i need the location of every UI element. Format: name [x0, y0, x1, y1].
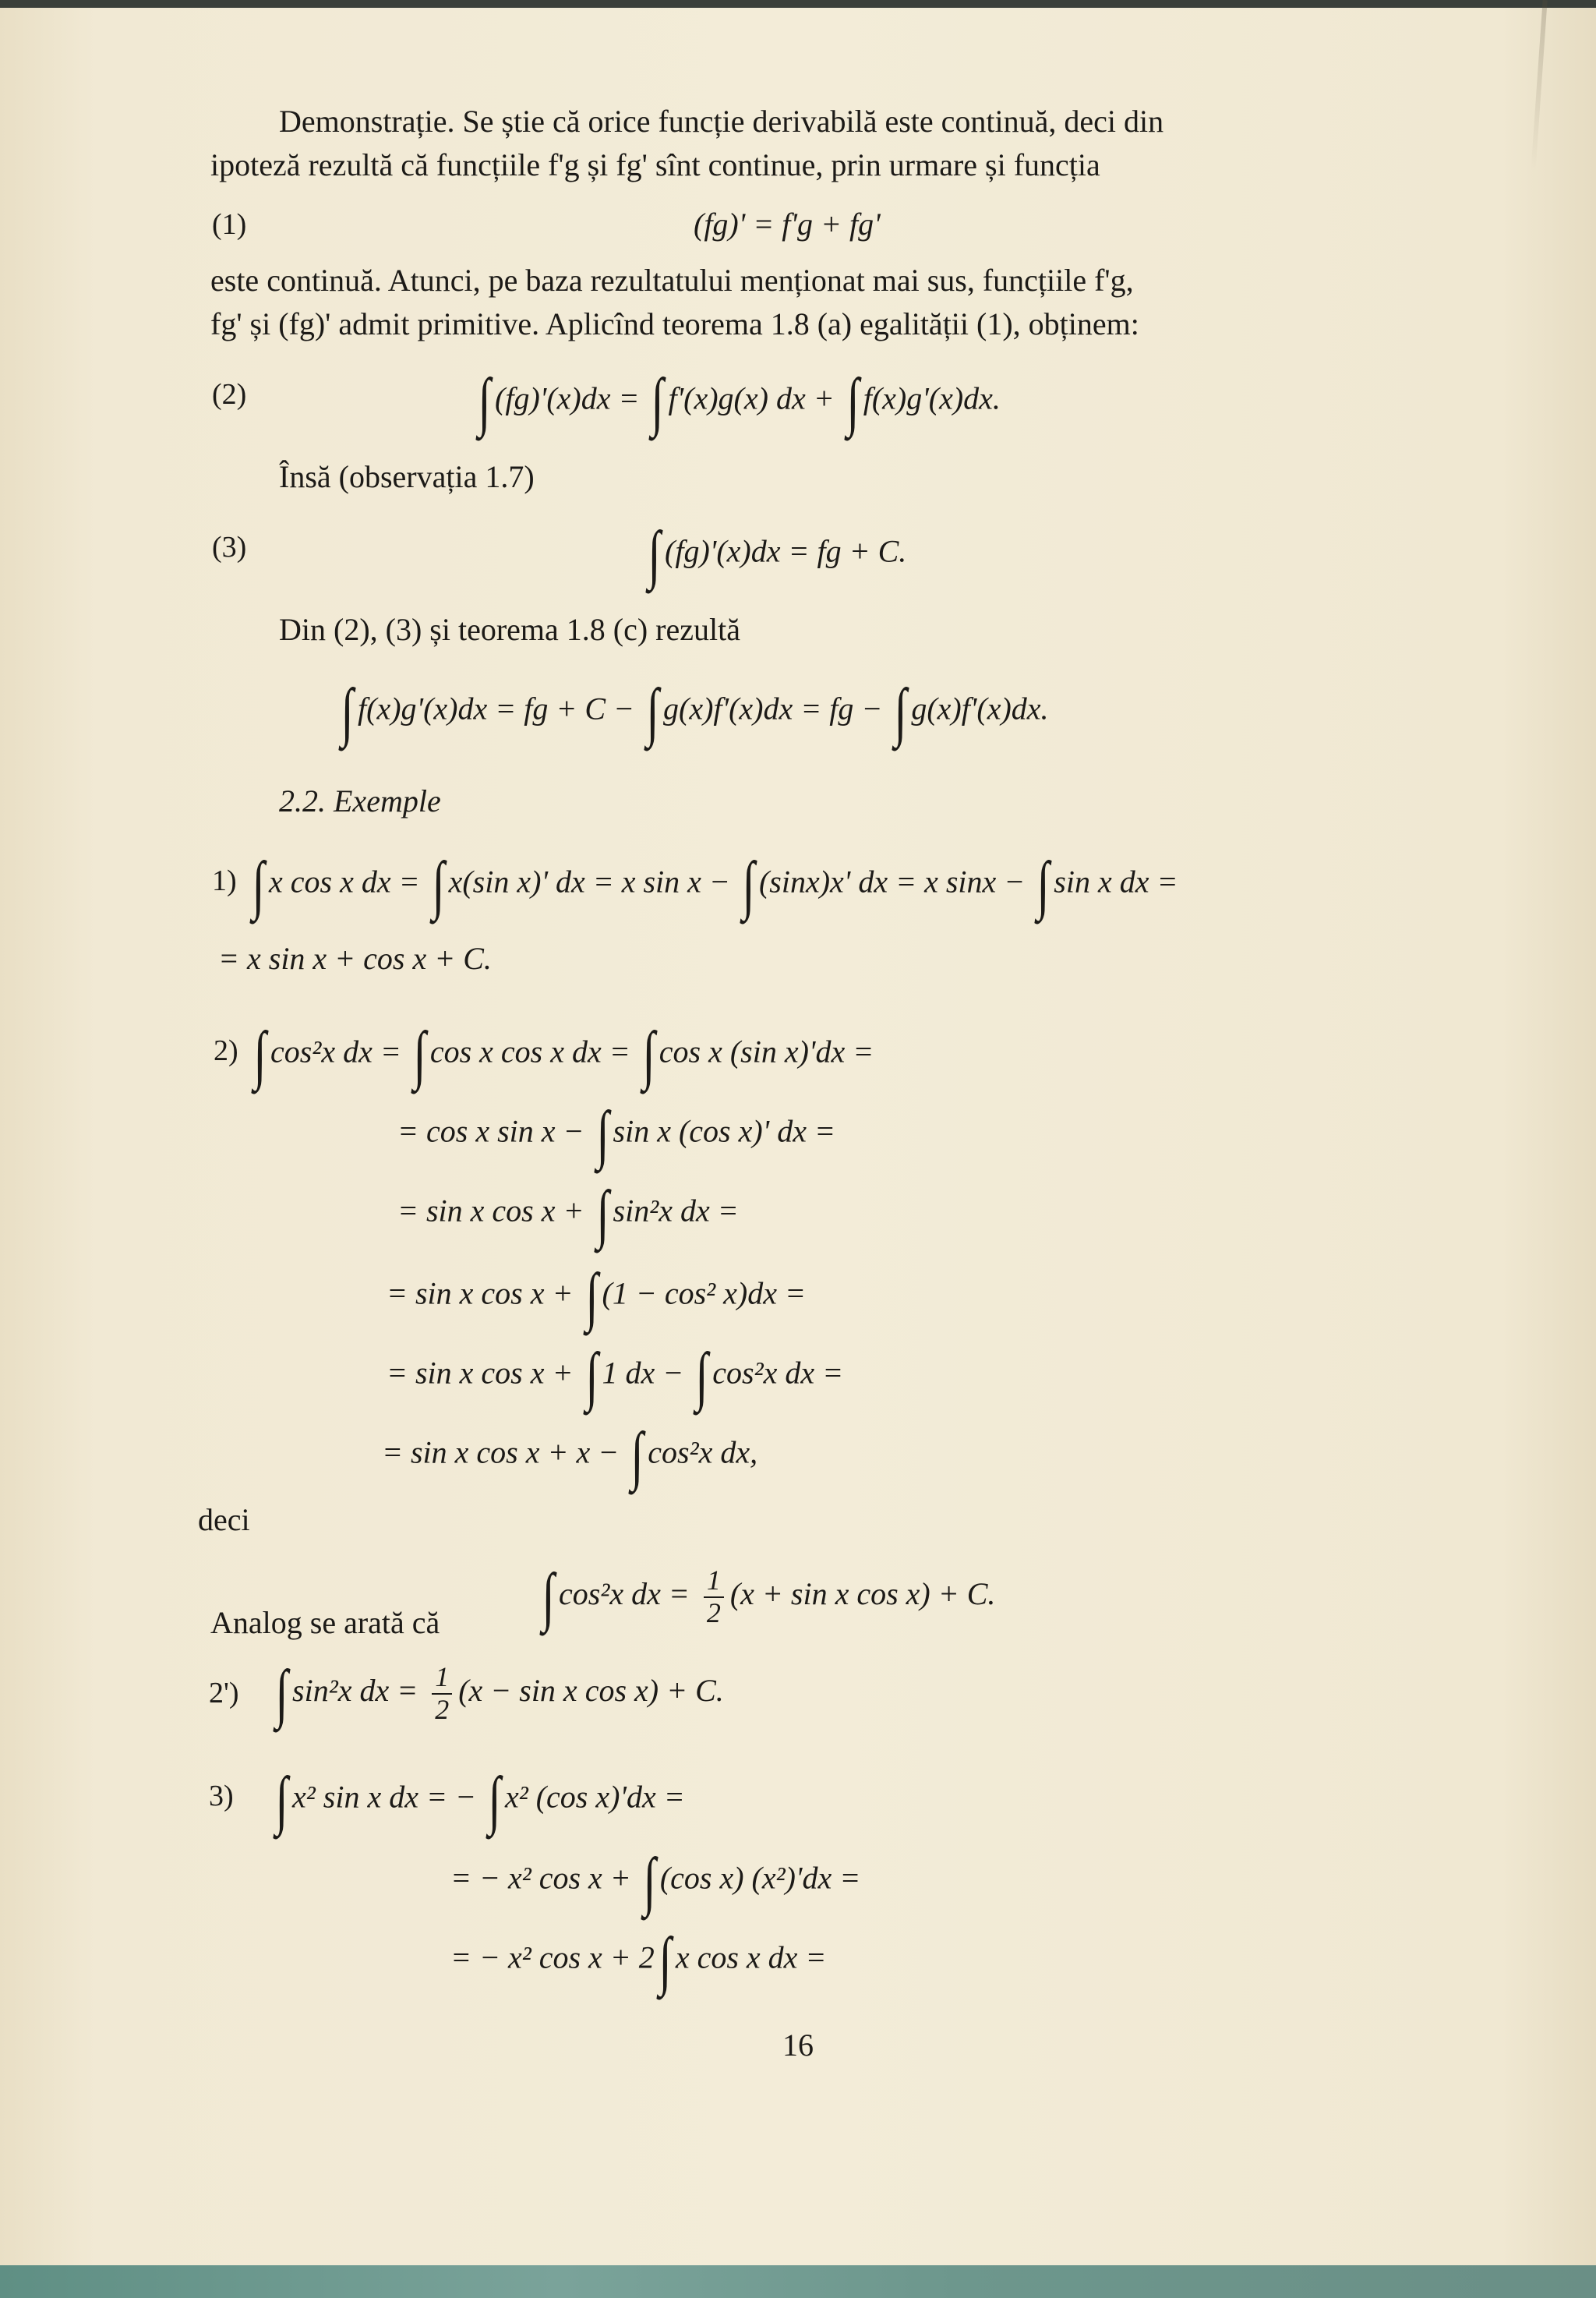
page-fold: [1531, 0, 1547, 171]
example-1-line-1: [248, 849, 1178, 921]
integral-symbol: ∫: [630, 1419, 644, 1492]
top-edge: [0, 0, 1596, 8]
integral-symbol: ∫: [341, 676, 354, 748]
integral-symbol: ∫: [488, 1764, 501, 1837]
example-2-l2-a: = cos x sin x −: [397, 1113, 592, 1149]
integral-symbol: ∫: [642, 1019, 655, 1091]
fraction-one-half: [704, 1565, 724, 1628]
example-2-line-6: [382, 1419, 758, 1492]
equation-3-body: (fg)'(x)dx = fg + C.: [665, 533, 907, 569]
example-2-l4-a: = sin x cos x +: [387, 1275, 581, 1311]
example-2-label: 2): [214, 1034, 238, 1067]
equation-3-label: (3): [212, 531, 247, 564]
integral-symbol: ∫: [646, 676, 659, 748]
example-2-l5-c: cos²x dx =: [712, 1355, 844, 1391]
example-2-l5-b: 1 dx −: [602, 1355, 692, 1391]
example-2-l3-a: = sin x cos x +: [397, 1193, 592, 1229]
equation-4-part-c: g(x)f'(x)dx.: [911, 691, 1049, 727]
example-2-l6-a: = sin x cos x + x −: [382, 1434, 627, 1470]
analog-text: Analog se arată că: [210, 1605, 440, 1640]
example-2-line-1: [249, 1019, 874, 1091]
example-2-l3-b: sin²x dx =: [613, 1193, 739, 1229]
example-1-part-a: x cos x dx =: [269, 864, 428, 900]
integral-symbol: ∫: [542, 1561, 555, 1634]
example-3-line-3: [450, 1925, 827, 1997]
integral-symbol: ∫: [432, 849, 445, 921]
example-2-l2-b: sin x (cos x)' dx =: [613, 1113, 835, 1149]
example-3-line-1: [271, 1764, 685, 1837]
paragraph-line-4: fg' și (fg)' admit primitive. Aplicînd teorema 1.8 (a) egalității (1), obținem:: [210, 306, 1139, 341]
integral-symbol: ∫: [846, 366, 860, 438]
integral-symbol: ∫: [253, 1019, 267, 1091]
equation-4: [337, 676, 1049, 748]
integral-symbol: ∫: [659, 1925, 672, 1997]
integral-symbol: ∫: [584, 1260, 598, 1333]
example-3-l3-b: x cos x dx =: [675, 1939, 827, 1975]
equation-2-part-b: f'(x)g(x) dx +: [668, 380, 842, 416]
fraction-numerator: 1: [432, 1662, 452, 1695]
paragraph-line-3: este continuă. Atunci, pe baza rezultatului menționat mai sus, funcțiile f'g,: [210, 263, 1134, 298]
integral-symbol: ∫: [275, 1764, 288, 1837]
example-2-line-2: [397, 1098, 835, 1171]
equation-3: [644, 518, 907, 591]
integral-symbol: ∫: [742, 849, 755, 921]
result-2-a: cos²x dx =: [559, 1575, 697, 1611]
example-3-label: 3): [209, 1780, 234, 1812]
example-2-l4-b: (1 − cos² x)dx =: [602, 1275, 806, 1311]
example-1-part-d: sin x dx =: [1054, 864, 1178, 900]
equation-1-label: (1): [212, 208, 247, 241]
integral-symbol: ∫: [648, 518, 661, 591]
paragraph-line-5: Însă (observația 1.7): [279, 459, 535, 494]
integral-symbol: ∫: [275, 1657, 288, 1731]
bottom-edge: [0, 2265, 1596, 2298]
example-2p-a: sin²x dx =: [292, 1672, 426, 1708]
fraction-denominator: 2: [435, 1693, 450, 1725]
paragraph-line-1: Demonstrație. Se știe că orice funcție derivabilă este continuă, deci din: [279, 104, 1164, 139]
example-2-line-3: [397, 1178, 739, 1250]
example-2p: [271, 1657, 724, 1731]
example-1-part-b: x(sin x)' dx = x sin x −: [448, 864, 738, 900]
example-3-line-2: [450, 1845, 861, 1918]
integral-symbol: ∫: [252, 849, 265, 921]
example-3-l2-b: (cos x) (x²)'dx =: [659, 1860, 861, 1896]
integral-symbol: ∫: [595, 1178, 609, 1250]
integral-symbol: ∫: [584, 1340, 598, 1412]
equation-2-part-c: f(x)g'(x)dx.: [863, 380, 1001, 416]
equation-2-label: (2): [212, 378, 247, 411]
paragraph-line-2: ipoteză rezultă că funcțiile f'g și fg' sînt continue, prin urmare și funcția: [210, 147, 1100, 182]
integral-symbol: ∫: [894, 676, 907, 748]
equation-1: (fg)' = f'g + fg': [694, 207, 881, 242]
integral-symbol: ∫: [1036, 849, 1050, 921]
example-3-l2-a: = − x² cos x +: [450, 1860, 639, 1896]
integral-symbol: ∫: [651, 366, 665, 438]
integral-symbol: ∫: [643, 1845, 656, 1918]
integral-symbol: ∫: [478, 366, 491, 438]
example-3-l1-b: x² (cos x)'dx =: [504, 1779, 685, 1815]
example-3-l1-a: x² sin x dx = −: [292, 1779, 484, 1815]
fraction-denominator: 2: [706, 1596, 721, 1628]
fraction-one-half: [432, 1662, 452, 1725]
equation-4-part-b: g(x)f'(x)dx = fg −: [663, 691, 891, 727]
example-1-part-c: (sinx)x' dx = x sinx −: [758, 864, 1033, 900]
page-number: 16: [782, 2028, 814, 2063]
example-2-line-4: [387, 1260, 806, 1333]
example-2-l1-c: cos x (sin x)'dx =: [659, 1034, 874, 1069]
example-2-l6-b: cos²x dx,: [648, 1434, 758, 1470]
result-2-b: (x + sin x cos x) + C.: [729, 1575, 996, 1611]
example-1-label: 1): [212, 864, 237, 897]
integral-symbol: ∫: [595, 1098, 609, 1171]
example-2-l1-a: cos²x dx =: [270, 1034, 409, 1069]
equation-2-part-a: (fg)'(x)dx =: [495, 380, 648, 416]
example-3-l3-a: = − x² cos x + 2: [450, 1939, 655, 1975]
integral-symbol: ∫: [413, 1019, 426, 1091]
equation-2: [474, 366, 1001, 438]
example-2p-label: 2'): [209, 1677, 239, 1709]
deci-word: deci: [198, 1502, 250, 1537]
example-2-l5-a: = sin x cos x +: [387, 1355, 581, 1391]
example-1-line-2: = x sin x + cos x + C.: [218, 941, 492, 976]
fraction-numerator: 1: [704, 1565, 724, 1598]
paragraph-line-6: Din (2), (3) și teorema 1.8 (c) rezultă: [279, 612, 740, 647]
equation-4-part-a: f(x)g'(x)dx = fg + C −: [358, 691, 642, 727]
example-2p-b: (x − sin x cos x) + C.: [458, 1672, 724, 1708]
result-2: [538, 1561, 996, 1634]
integral-symbol: ∫: [695, 1340, 708, 1412]
example-2-line-5: [387, 1340, 844, 1412]
example-2-l1-b: cos x cos x dx =: [429, 1034, 638, 1069]
section-heading: 2.2. Exemple: [279, 783, 441, 818]
